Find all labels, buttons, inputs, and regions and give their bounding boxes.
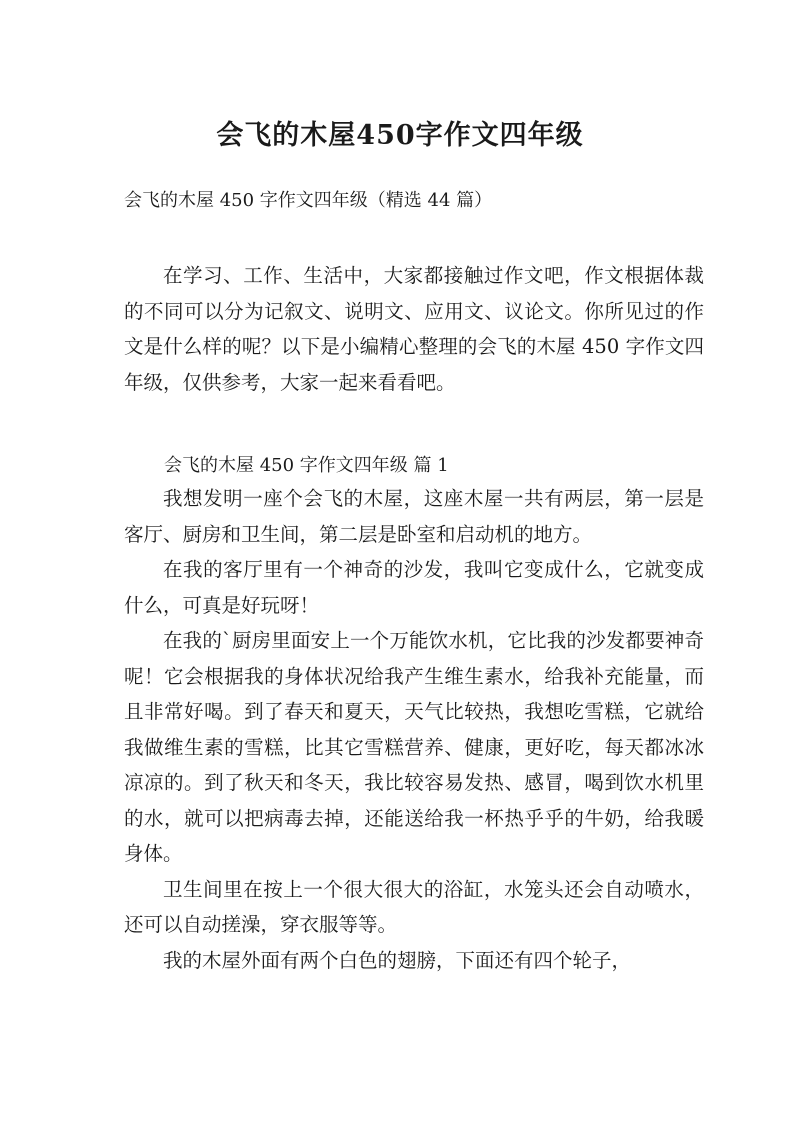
essay-paragraph: 我的木屋外面有两个白色的翅膀，下面还有四个轮子， xyxy=(163,948,632,972)
document-subtitle: 会飞的木屋 450 字作文四年级（精选 44 篇） xyxy=(124,190,493,211)
essay-paragraph: 在我的客厅里有一个神奇的沙发，我叫它变成什么，它就变成什么，可真是好玩呀！ xyxy=(124,558,704,617)
essay-paragraph: 卫生间里在按上一个很大很大的浴缸，水笼头还会自动喷水，还可以自动搓澡，穿衣服等等。 xyxy=(124,877,704,936)
intro-paragraph: 在学习、工作、生活中，大家都接触过作文吧，作文根据体裁的不同可以分为记叙文、说明文、应用文、议论文。你所见过的作文是什么样的呢？以下是小编精心整理的会飞的木屋 450 字作文四年级，仅供参考，大家一起来看看吧。 xyxy=(124,264,704,394)
essay-paragraph: 我想发明一座个会飞的木屋，这座木屋一共有两层，第一层是客厅、厨房和卫生间，第二层是卧室和启动机的地方。 xyxy=(124,487,704,546)
document-title: 会飞的木屋450字作文四年级 xyxy=(216,120,584,152)
essay-paragraph: 在我的`厨房里面安上一个万能饮水机，它比我的沙发都要神奇呢！它会根据我的身体状况给我产生维生素水，给我补充能量，而且非常好喝。到了春天和夏天，天气比较热，我想吃雪糕，它就给我做维生素的雪糕，比其它雪糕营养、健康，更好吃，每天都冰冰凉凉的。到了秋天和冬天，我比较容易发热、感冒，喝到饮水机里的水，就可以把病毒去掉，还能送给我一杯热乎乎的牛奶，给我暖身体。 xyxy=(124,629,704,865)
essay-body xyxy=(124,481,704,978)
section-heading: 会飞的木屋 450 字作文四年级 篇 1 xyxy=(164,455,449,476)
